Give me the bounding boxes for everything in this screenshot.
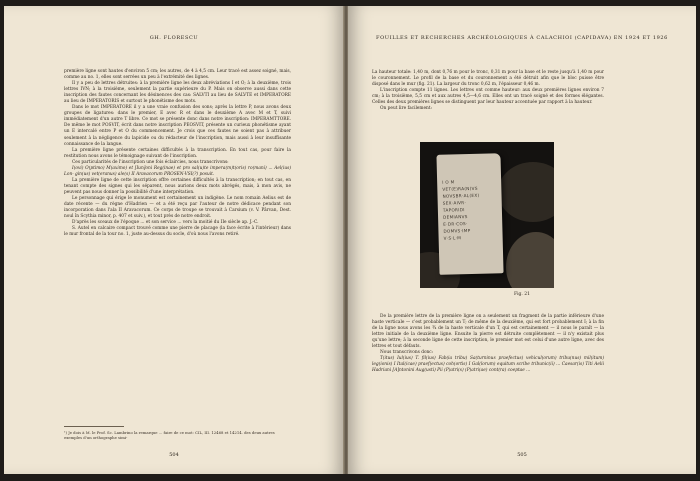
- paragraph: S. Autel en calcaire compact trouvé comme une pierre de placage (la face écrite à l'intérieur) dans le mur frontal de la tour no. 1, juste au-dessus du socle, d'où nous l'avons retiré.: [64, 226, 291, 238]
- running-head-left: GH. FLORESCU: [149, 35, 199, 41]
- paragraph: La hauteur totale: 1,40 m, dont 0,76 m pour le tronc, 0,31 m pour la base et le reste jusqu'à 1,40 m pour le couronnement. Le profil de la base et du couronnement a été détruit afin que le bloc puisse être disposé dans le mur (fig. 21). La largeur du tronc 0,62 m, l'épaisseur 0,46 m.: [372, 70, 604, 88]
- right-page: [348, 6, 696, 474]
- paragraph: D'après les sceaux de l'époque ... et son service ... vers la moitié du IIe siècle ap. J.-C.: [72, 220, 259, 226]
- paragraph: On peut lire facilement:: [380, 106, 432, 112]
- paragraph: Dans le mot IMPERATORE il y a une vraie confusion des sons; après la lettre P, nous avons deux groupes de ligatures: dans le premier, E avec R et dans le deuxième A avec M et T, suivi immédiatement d'un autre T libre. Ce mot se présente donc dans notre inscription: IMPERAMTTORE. De même le mot POSVIT, écrit dans notre inscription PEOSVIT, présente un curieux phonétisme ayant un E intercalé entre P et O du commencement. Je crois que ces fautes ne soient pas à attribuer seulement à la négligence du lapicide ou du rédacteur de l'inscription, mais aussi à leur insuffisante connaissance de la langue.: [64, 105, 291, 147]
- paragraph: Nous transcrivons donc:: [380, 350, 434, 356]
- inscription-line: TAPORIDI: [442, 207, 465, 213]
- left-page-body: [64, 69, 291, 238]
- paragraph: De la première lettre de la première ligne on a seulement un fragment de la partie inférieure d'une haste verticale — c'est probablement un T; de même de la deuxième, qui est fort probablement I; à la fin de la ligne nous avons les ¾ de la haste verticale d'un T, qui est certainement — il nous le paraît — la lettre initiale de la deuxième ligne. Ensuite la pierre est détruite complètement — il n'y existait plus qu'une lettre; à la seconde ligne de cette inscription, le premier mot est celui d'une autre ligne, avec des lettres et tout défauts.: [372, 314, 604, 350]
- right-page-body-top: [372, 70, 604, 112]
- figure-caption: Fig. 21: [513, 292, 531, 297]
- stone-inscription: [442, 177, 500, 241]
- inscription-line: V·S·L·M: [443, 235, 462, 241]
- paragraph: T(itus) Iul(ius) T. fil(ius) Fab(ia tribu) Sa(turninus praefectus) vehicul(orum) tribu(nus) mil(itum) leg(ionis) I Ital(icae) praef(ectus) coh(ortis) I Gal(lorum) equitum scribe tribunic(ii) ... Caesar(is) Titi Aelii Hadriani [A]ntonini Aug(usti) Pii (P)atri(s) (P)atri(ae) cont(ra) coeptae ...: [372, 356, 604, 374]
- running-head-right: FOUILLES ET RECHERCHES ARCHÉOLOGIQUES À CALACHIOI (CAPIDAVA) EN 1924 ET 1926: [376, 35, 668, 41]
- paragraph: La première ligne présente certaines difficultés à la transcription. En tout cas, pour faire la restitution nous avons le témoignage suivant de l'inscription.: [64, 147, 291, 159]
- inscription-line: SEX·AIVR·: [442, 200, 467, 206]
- background-rock: [506, 232, 554, 288]
- footnote: ¹) Je dois à M. le Prof. Sc. Lambrino la remarque ... faire de ce mot: CIL, III. 12468 et 14214. des deux autres exemples d'un orthographe simi-: [64, 430, 275, 441]
- inscription-photo: [420, 142, 554, 288]
- paragraph: Il y a peu de lettres détruites: à la première ligne les deux abréviations I et O; à la deuxième, trois lettres IVN; à la troisième, seulement la partie supérieure du P. Mais on observe aussi dans cette inscription des fautes concernant les désinences des cas: SALVTI au lieu de SALVTE et IMPERATORE au lieu de IMPERATORIS et surtout le phonétisme des mots.: [64, 81, 291, 105]
- background-rock: [498, 162, 554, 222]
- paragraph: Le personnage qui érige le monument est certainement un indigène. Le nom romain Aelius est de date récente — du règne d'Hadrien — et a été reçu par l'auteur de notre dédicace pendant son incorporation dans l'ala II Aravacorum. Ce corps de troupe se trouvait à Carsium (v. V. Pârvan, Dest. noul în Scythia minor, p. 407 et suiv.), et tout près de notre endroit.: [64, 195, 291, 220]
- inscription-line: NOVSBR·AL(EX): [442, 192, 480, 199]
- inscribed-stone: [436, 153, 503, 275]
- paragraph: première ligne sont hautes d'environ 5 cm; les autres, de 4 à 4,5 cm. Leur tracé est assez soigné, mais, comme au no. 1, elles sont serrées un peu à l'extrémité des lignes.: [64, 69, 291, 81]
- paragraph: L'inscription compte 11 lignes. Les lettres ont comme hauteur: aux deux premières lignes environ 7 cm; à la troisième, 5,5 cm et aux autres 4,5—4,6 cm. Elles ont un tracé soigné et des formes élégantes. Celles des deux premières lignes se distinguent par leur hauteur accentuée par rapport à la hauteur.: [372, 88, 604, 106]
- paragraph: Ces particularités de l'inscription une fois éclaircies, nous transcrivons:: [72, 159, 229, 165]
- page-number-right: 505: [517, 452, 527, 458]
- paragraph: La première ligne de cette inscription offre certaines difficultés à la transcription; en tout cas, en tenant compte des signes qui les séparent, nous aurions deux mots abrégés, mais, à mon avis, ne peuvent pas nous donner la possibilité d'une interprétation.: [64, 177, 291, 195]
- right-page-body-bottom: [372, 314, 604, 374]
- inscription-line: I O M: [442, 179, 455, 185]
- inscription-line: E·DR·COS·: [443, 221, 468, 227]
- inscription-line: DEMIANVS: [443, 214, 468, 220]
- inscription-line: DOMVS·IMP: [443, 227, 471, 234]
- left-page: [4, 6, 344, 474]
- paragraph: I(ovi) O(ptimo) M(aximo) et [Iun]oni Reg(inae) et pro sal(u)te impera(m)t(oris) ro(mani) ... Ael(ius) Lon- gin(us) vet(eranus) ale(s) II Aravacorum PROSEN-VSI(?) posuit.: [64, 165, 291, 177]
- page-number-left: 504: [169, 452, 179, 458]
- footnote-rule: [64, 426, 124, 427]
- inscription-line: VET(E)RA(N)VS: [442, 185, 478, 192]
